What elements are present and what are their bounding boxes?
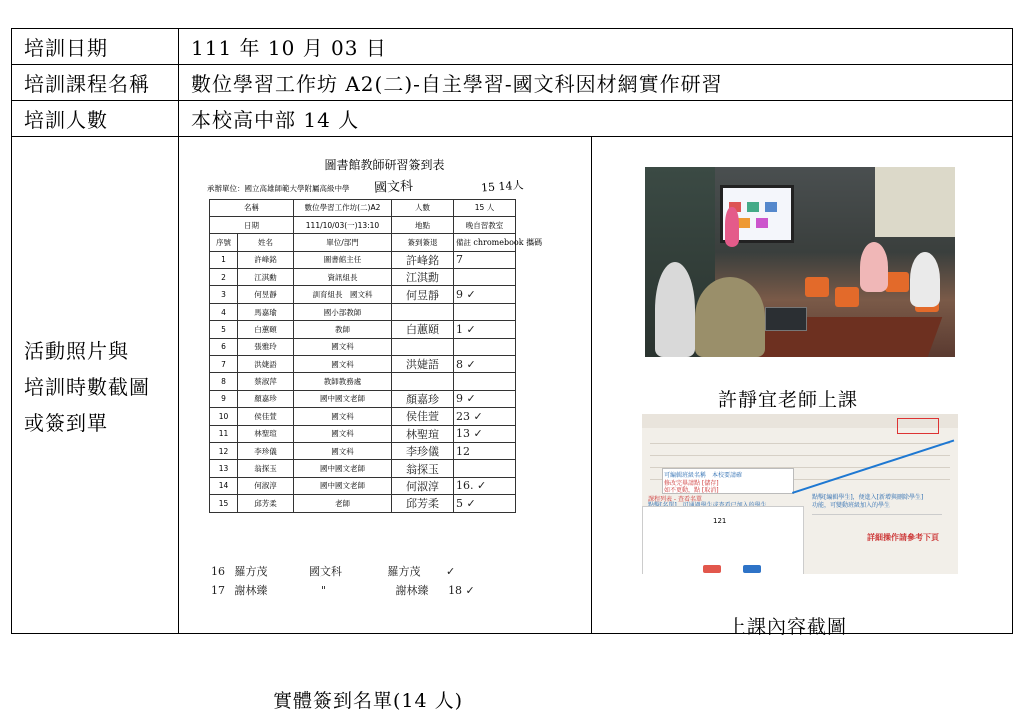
sign-sheet-caption: 實體簽到名單(14 人) [273, 689, 464, 712]
sign-row-unit: 國中國文老師 [294, 460, 392, 477]
sign-row [210, 321, 516, 338]
sign-row-name: 許峰銘 [238, 251, 294, 268]
extra-row-17 [211, 582, 475, 598]
count-value: 本校高中部 14 人 [179, 101, 1013, 137]
shot-modal [642, 506, 804, 574]
sign-row-name: 張雅玲 [238, 338, 294, 355]
shot-text-4: 點擊[編輯學生]，便進入[新增與刪除學生] [812, 493, 924, 501]
extra-row-16 [211, 563, 455, 579]
sign-row-no: 1 [210, 251, 238, 268]
shot-text-5: 功能，可變動班級加入的學生 [812, 501, 891, 509]
sign-row [210, 460, 516, 477]
sign-row-note: 1 ✓ [454, 321, 516, 338]
sign-table [209, 199, 543, 513]
sign-row-no: 9 [210, 390, 238, 407]
date-row [12, 29, 1013, 65]
classroom-photo [645, 167, 955, 357]
shot-text-6: 課程列表 - 查看名單 [648, 495, 702, 503]
handwritten-subject: 國文科 [373, 178, 414, 196]
sign-row-note: 9 ✓ [454, 286, 516, 303]
sign-row-signature [392, 373, 454, 390]
extra-unit: 國文科 [309, 564, 342, 578]
sign-row-unit: 國小部教師 [294, 303, 392, 320]
course-row [12, 65, 1013, 101]
sign-row [210, 495, 516, 512]
sign-row-name: 江淇勳 [238, 269, 294, 286]
photo-caption: 許靜宜老師上課 [718, 388, 859, 411]
extra-unit: " [321, 583, 327, 597]
info-name-value: 數位學習工作坊(二)A2 [294, 199, 392, 216]
sign-row-signature [392, 338, 454, 355]
sign-row-no: 8 [210, 373, 238, 390]
sign-row-no: 13 [210, 460, 238, 477]
extra-note: 18 ✓ [448, 583, 475, 597]
sign-row-note: 9 ✓ [454, 390, 516, 407]
shot-caption: 上課內容截圖 [727, 615, 848, 638]
right-media [592, 138, 1009, 638]
sign-row-name: 何昱靜 [238, 286, 294, 303]
sign-info-row-1 [210, 199, 516, 216]
sign-row-unit: 教師教務處 [294, 373, 392, 390]
record-table [11, 28, 1013, 712]
sign-row-signature: 白蕙頤 [392, 321, 454, 338]
sign-row [210, 356, 516, 373]
sign-row-note: 5 ✓ [454, 495, 516, 512]
count-label: 培訓人數 [12, 101, 179, 137]
sign-row-no: 3 [210, 286, 238, 303]
sign-row-unit: 老師 [294, 495, 392, 512]
handwritten-note: chromebook 攜碼 [473, 237, 543, 247]
sign-row-signature: 何淑淳 [392, 477, 454, 494]
header-no: 序號 [210, 234, 238, 251]
extra-note: ✓ [446, 564, 456, 578]
sign-row-name: 侯佳萱 [238, 408, 294, 425]
sign-row-unit: 資訊組長 [294, 269, 392, 286]
sign-row-no: 10 [210, 408, 238, 425]
sign-row [210, 408, 516, 425]
course-value: 數位學習工作坊 A2(二)-自主學習-國文科因材網實作研習 [179, 65, 1013, 101]
extra-no: 17 [211, 583, 225, 597]
sign-row [210, 477, 516, 494]
sign-row-unit: 國文科 [294, 408, 392, 425]
sign-row-unit: 國文科 [294, 356, 392, 373]
header-sign: 簽到簽退 [392, 234, 454, 251]
shot-text-2: 修改完畢請點 [儲存] [664, 479, 719, 487]
sign-row-note [454, 269, 516, 286]
sign-rows [210, 251, 516, 512]
sign-row-name: 白蕙頤 [238, 321, 294, 338]
sign-row-unit: 圖書館主任 [294, 251, 392, 268]
date-value: 111 年 10 月 03 日 [179, 29, 1013, 65]
sign-row-note [454, 338, 516, 355]
course-label: 培訓課程名稱 [12, 65, 179, 101]
sign-row-unit: 國中國文老師 [294, 390, 392, 407]
info-name-label: 名稱 [210, 199, 294, 216]
sign-row-note: 8 ✓ [454, 356, 516, 373]
sign-row [210, 425, 516, 442]
sign-row-unit: 教師 [294, 321, 392, 338]
sign-row-signature [392, 303, 454, 320]
sign-row-note: 13 ✓ [454, 425, 516, 442]
sign-row [210, 286, 516, 303]
sign-row-note [454, 303, 516, 320]
sign-row [210, 251, 516, 268]
sign-row-signature: 洪婕語 [392, 356, 454, 373]
photo-label-line-2: 培訓時數截圖 [24, 375, 150, 399]
sign-row-signature: 李珍儀 [392, 442, 454, 459]
sign-row [210, 338, 516, 355]
sign-row-no: 15 [210, 495, 238, 512]
info-people-value: 15 人 [454, 199, 516, 216]
sign-row-signature: 林聖瑄 [392, 425, 454, 442]
info-date-label: 日期 [210, 216, 294, 233]
sign-row-name: 李珍儀 [238, 442, 294, 459]
info-date-value: 111/10/03(一)13:10 [294, 216, 392, 233]
sign-sheet-organizer: 承辦單位：國立高雄師範大學附屬高級中學 [207, 183, 350, 193]
photo-window [875, 167, 955, 237]
header-unit: 單位/部門 [294, 234, 392, 251]
sign-row-name: 何淑淳 [238, 477, 294, 494]
sign-row-note: 12 [454, 442, 516, 459]
sign-sheet-image [179, 138, 590, 712]
info-place-value: 晚自習教室 [454, 216, 516, 233]
photo-label-line-1: 活動照片與 [24, 339, 129, 363]
sign-row [210, 373, 516, 390]
sign-row-no: 12 [210, 442, 238, 459]
sign-row-signature: 翁探玉 [392, 460, 454, 477]
sign-info-row-2 [210, 216, 516, 233]
photo-label-line-3: 或簽到單 [24, 411, 108, 435]
shot-text-8: 詳細操作請參考下頁 [867, 532, 939, 542]
sign-row-signature: 邱芳柔 [392, 495, 454, 512]
sign-row-no: 6 [210, 338, 238, 355]
sign-row-no: 7 [210, 356, 238, 373]
sign-row [210, 442, 516, 459]
header-name: 姓名 [238, 234, 294, 251]
sign-row-signature: 顏嘉珍 [392, 390, 454, 407]
sign-row-note: 16. ✓ [454, 477, 516, 494]
sign-header-row [210, 234, 516, 251]
sign-row-no: 4 [210, 303, 238, 320]
count-row [12, 101, 1013, 137]
sign-row-unit: 國文科 [294, 442, 392, 459]
sign-row [210, 390, 516, 407]
sign-row-name: 洪婕語 [238, 356, 294, 373]
sign-row-signature: 許峰銘 [392, 251, 454, 268]
sign-sheet-cell [179, 137, 592, 712]
sign-row-no: 11 [210, 425, 238, 442]
header-note [454, 234, 543, 251]
sign-row-signature: 何昱靜 [392, 286, 454, 303]
sign-row-note [454, 460, 516, 477]
shot-text-1: 可編輯班級名稱 本校要請確 [664, 471, 743, 479]
date-label: 培訓日期 [12, 29, 179, 65]
sign-row [210, 303, 516, 320]
extra-name: 羅方茂 [234, 564, 268, 578]
sign-row-unit: 訓育組長 國文科 [294, 286, 392, 303]
photo-label-cell [12, 137, 179, 634]
sign-row [210, 269, 516, 286]
sign-row-unit: 國中國文老師 [294, 477, 392, 494]
extra-sign: 謝林臻 [395, 583, 429, 597]
extra-name: 謝林臻 [234, 583, 268, 597]
sign-row-no: 14 [210, 477, 238, 494]
photo-row [12, 137, 1013, 634]
info-people-label: 人數 [392, 199, 454, 216]
lesson-screenshot [642, 414, 958, 574]
sign-row-name: 蔡淑萍 [238, 373, 294, 390]
sign-row-unit: 國文科 [294, 425, 392, 442]
right-media-cell [592, 137, 1013, 638]
shot-code: 121 [713, 516, 727, 525]
shot-text-3: 如不更動，點 [取消] [664, 486, 719, 494]
sign-row-note: 23 ✓ [454, 408, 516, 425]
sign-row-name: 馬嘉瑜 [238, 303, 294, 320]
sign-row-signature: 江淇勳 [392, 269, 454, 286]
sign-row-name: 林聖瑄 [238, 425, 294, 442]
header-note-label: 備註 [456, 237, 471, 247]
extra-sign: 羅方茂 [387, 564, 421, 578]
sign-row-name: 翁探玉 [238, 460, 294, 477]
sign-row-no: 5 [210, 321, 238, 338]
sign-row-signature: 侯佳萱 [392, 408, 454, 425]
sign-row-no: 2 [210, 269, 238, 286]
training-record [11, 28, 1012, 712]
sign-row-unit: 國文科 [294, 338, 392, 355]
sign-row-note: 7 [454, 251, 516, 268]
sign-row-note [454, 373, 516, 390]
extra-no: 16 [211, 564, 225, 578]
sign-row-name: 邱芳柔 [238, 495, 294, 512]
sign-row-name: 顏嘉珍 [238, 390, 294, 407]
sign-sheet-title: 圖書館教師研習簽到表 [324, 157, 445, 172]
info-place-label: 地點 [392, 216, 454, 233]
handwritten-count: 15 14人 [480, 178, 524, 194]
